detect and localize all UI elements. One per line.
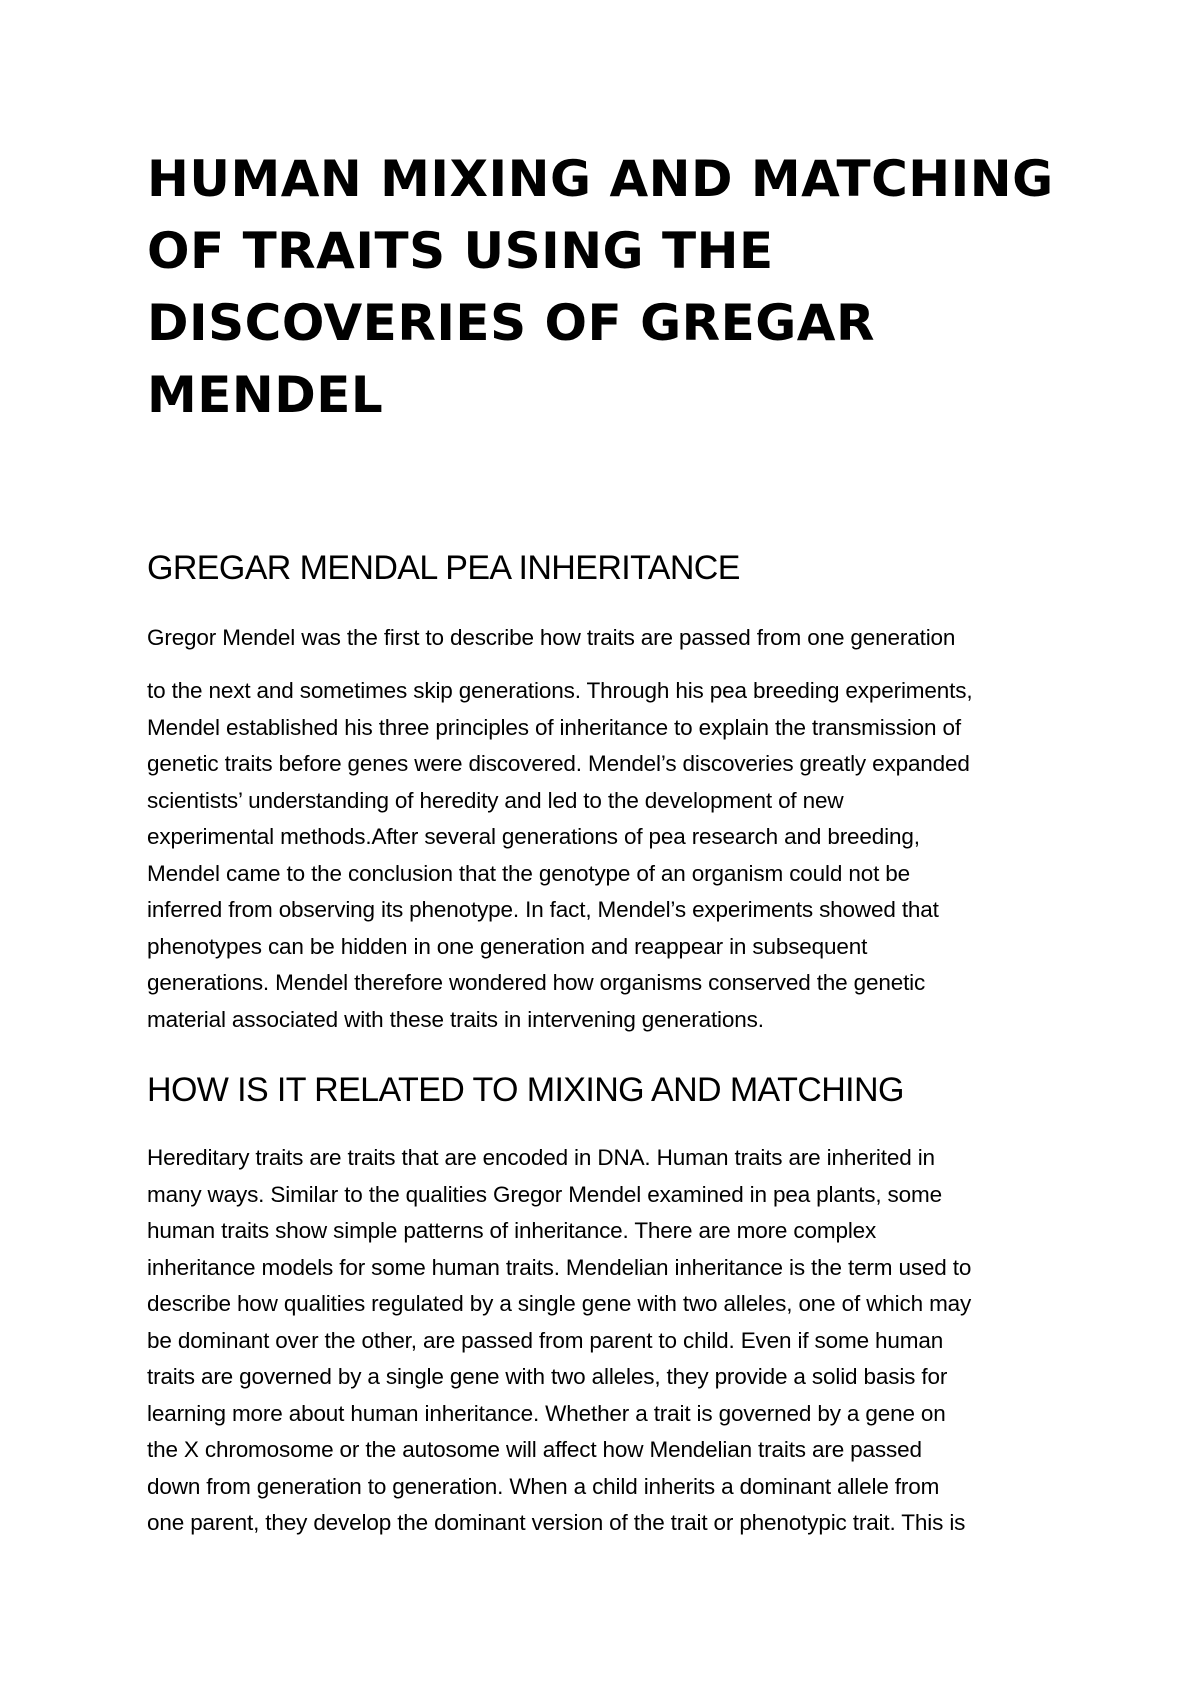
text-line: one parent, they develop the dominant version of the trait or phenotypic trait. This is [147, 1510, 966, 1535]
text-line: Mendel came to the conclusion that the genotype of an organism could not be [147, 860, 911, 886]
text-line: describe how qualities regulated by a single gene with two alleles, one of which may [147, 1291, 972, 1316]
text-line: inferred from observing its phenotype. In fact, Mendel’s experiments showed that [147, 897, 939, 922]
document-title: HUMAN MIXING AND MATCHING OF TRAITS USING THE DISCOVERIES OF GREGAR MENDEL [147, 150, 1054, 424]
text-line: experimental methods.After several generations of pea research and breeding, [147, 824, 920, 849]
text-line: inheritance models for some human traits. Mendelian inheritance is the term used to [147, 1254, 972, 1280]
section-heading-mixing-matching: HOW IS IT RELATED TO MIXING AND MATCHING [147, 1071, 904, 1109]
section-heading-pea-inheritance: GREGAR MENDAL PEA INHERITANCE [147, 549, 740, 587]
text-line: learning more about human inheritance. Whether a trait is governed by a gene on [147, 1400, 946, 1426]
text-line: generations. Mendel therefore wondered how organisms conserved the genetic [147, 970, 926, 995]
paragraph-pea-inheritance [147, 673, 1077, 1038]
text-line: phenotypes can be hidden in one generation and reappear in subsequent [147, 933, 868, 959]
text-line: scientists’ understanding of heredity and led to the development of new [147, 787, 844, 813]
paragraph-mixing-matching [147, 1140, 1077, 1542]
text-line: Gregor Mendel was the first to describe how traits are passed from one generation [147, 625, 956, 650]
text-line: material associated with these traits in intervening generations. [147, 1006, 764, 1032]
text-line: to the next and sometimes skip generations. Through his pea breeding experiments, [147, 678, 973, 703]
text-line: be dominant over the other, are passed from parent to child. Even if some human [147, 1327, 944, 1353]
text-line: many ways. Similar to the qualities Gregor Mendel examined in pea plants, some [147, 1181, 942, 1207]
text-line: Hereditary traits are traits that are encoded in DNA. Human traits are inherited in [147, 1145, 935, 1170]
text-line: the X chromosome or the autosome will affect how Mendelian traits are passed [147, 1437, 922, 1462]
paragraph-pea-inheritance-first-line [147, 620, 1077, 657]
text-line: Mendel established his three principles of inheritance to explain the transmission of [147, 714, 961, 740]
text-line: human traits show simple patterns of inheritance. There are more complex [147, 1218, 877, 1243]
text-line: down from generation to generation. When a child inherits a dominant allele from [147, 1473, 940, 1499]
text-line: genetic traits before genes were discovered. Mendel’s discoveries greatly expanded [147, 751, 970, 776]
text-line: traits are governed by a single gene with two alleles, they provide a solid basis for [147, 1364, 948, 1389]
